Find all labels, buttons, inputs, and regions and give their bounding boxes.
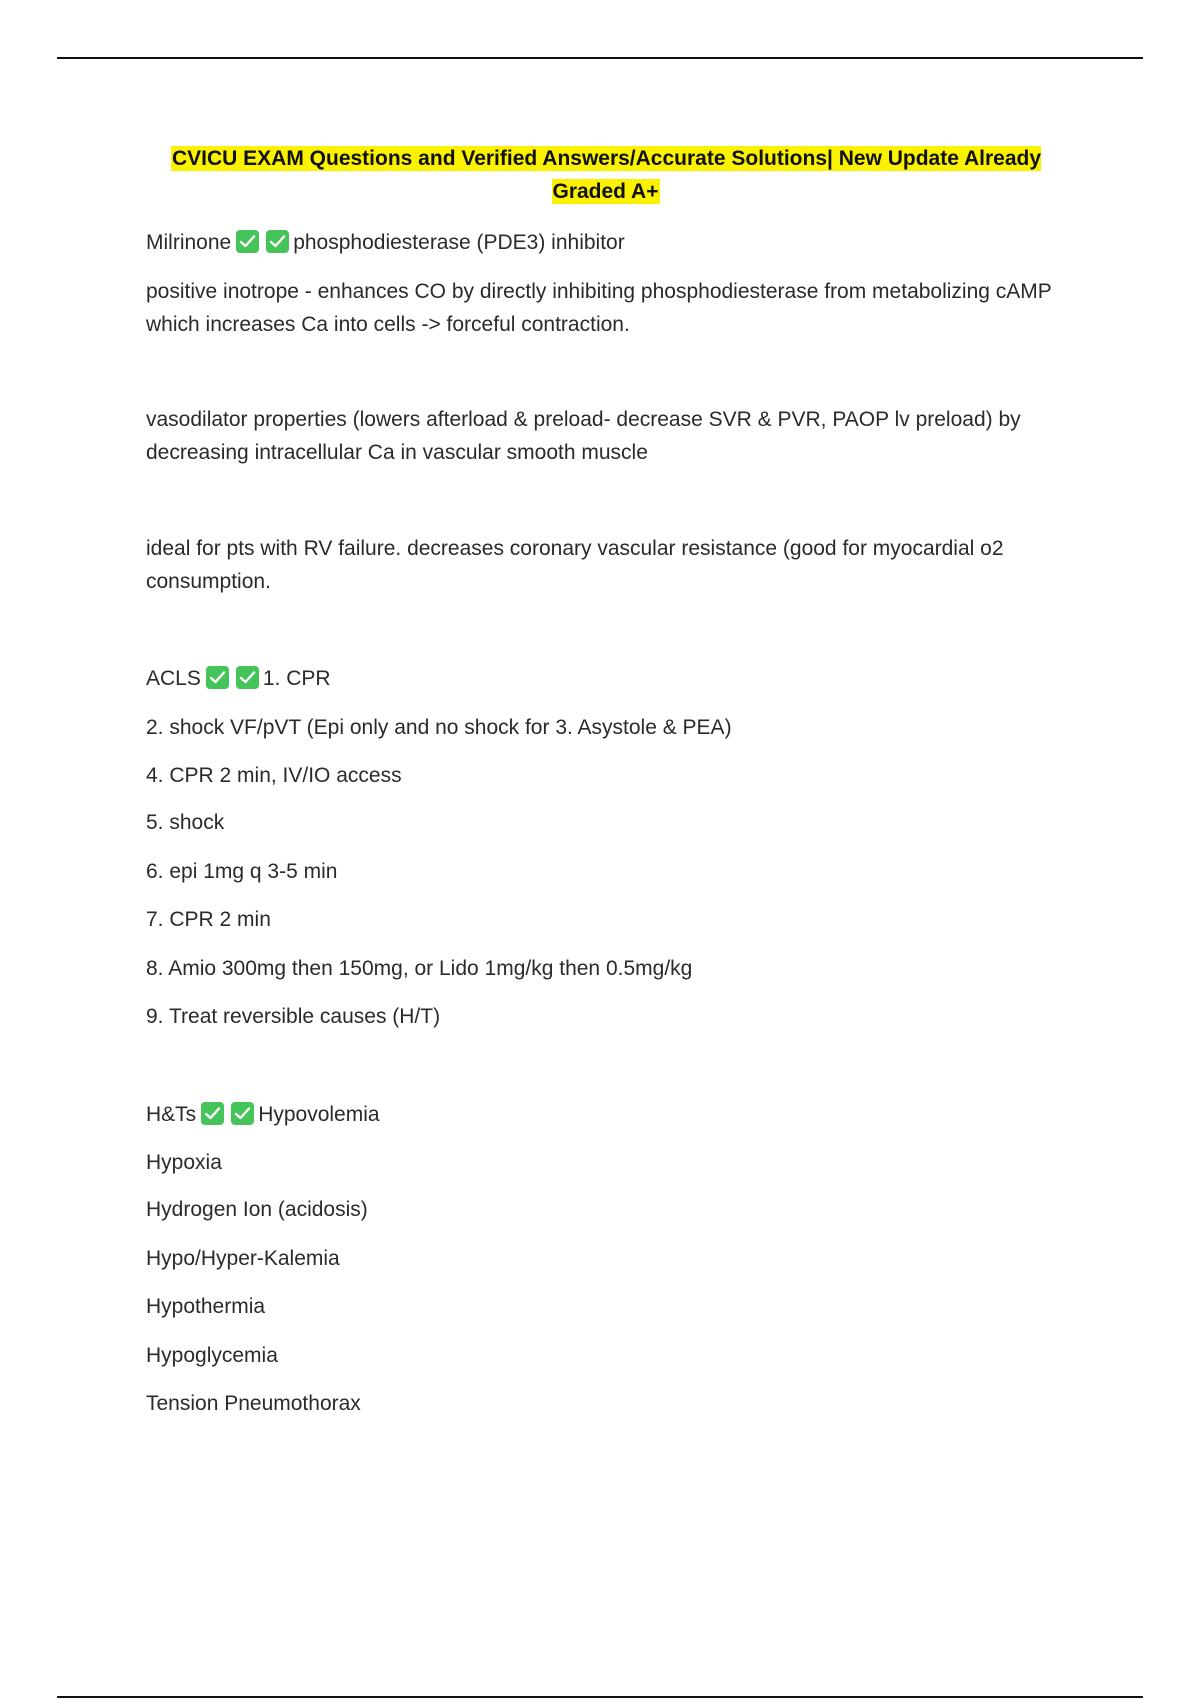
- check-icon: [236, 666, 259, 689]
- header-rule: [57, 57, 1143, 59]
- acls-question-line: [146, 662, 1066, 695]
- acls-step: 4. CPR 2 min, IV/IO access: [146, 764, 402, 787]
- check-icon: [266, 230, 289, 253]
- acls-answer-start: 1. CPR: [262, 667, 331, 690]
- hts-item: Hypoxia: [146, 1151, 222, 1174]
- acls-step: 7. CPR 2 min: [146, 908, 271, 931]
- acls-step: 2. shock VF/pVT (Epi only and no shock for 3. Asystole & PEA): [146, 716, 732, 739]
- check-icon: [231, 1102, 254, 1125]
- hts-answer-start: Hypovolemia: [258, 1103, 380, 1126]
- acls-step: 8. Amio 300mg then 150mg, or Lido 1mg/kg then 0.5mg/kg: [146, 957, 693, 980]
- document-title: [146, 142, 1066, 208]
- acls-step: 9. Treat reversible causes (H/T): [146, 1005, 441, 1028]
- check-icon: [201, 1102, 224, 1125]
- milrinone-paragraph-inotrope: positive inotrope - enhances CO by directly inhibiting phosphodiesterase from metabolizing cAMP which increases Ca into cells -> forceful contraction.: [146, 280, 1052, 336]
- hts-question-line: [146, 1098, 1066, 1131]
- hts-item: Hypoglycemia: [146, 1344, 278, 1367]
- milrinone-term: Milrinone: [146, 231, 232, 254]
- hts-term: H&Ts: [146, 1103, 197, 1126]
- acls-step: 5. shock: [146, 811, 225, 834]
- footer-rule: [57, 1696, 1143, 1698]
- hts-item: Tension Pneumothorax: [146, 1392, 361, 1415]
- hts-item: Hypo/Hyper-Kalemia: [146, 1247, 340, 1270]
- check-icon: [206, 666, 229, 689]
- acls-term: ACLS: [146, 667, 201, 690]
- milrinone-paragraph-vasodilator: vasodilator properties (lowers afterload & preload- decrease SVR & PVR, PAOP lv preload) by decreasing intracellular Ca in vascular smooth muscle: [146, 408, 1021, 464]
- milrinone-question-line: [146, 226, 1066, 259]
- document-title-text: CVICU EXAM Questions and Verified Answers/Accurate Solutions| New Update Already Graded A+: [171, 147, 1042, 203]
- hts-item: Hypothermia: [146, 1295, 266, 1318]
- acls-step: 6. epi 1mg q 3-5 min: [146, 860, 338, 883]
- milrinone-answer-start: phosphodiesterase (PDE3) inhibitor: [293, 231, 625, 254]
- check-icon: [236, 230, 259, 253]
- milrinone-paragraph-rv-failure: ideal for pts with RV failure. decreases coronary vascular resistance (good for myocardial o2 consumption.: [146, 537, 1004, 593]
- hts-item: Hydrogen Ion (acidosis): [146, 1198, 368, 1221]
